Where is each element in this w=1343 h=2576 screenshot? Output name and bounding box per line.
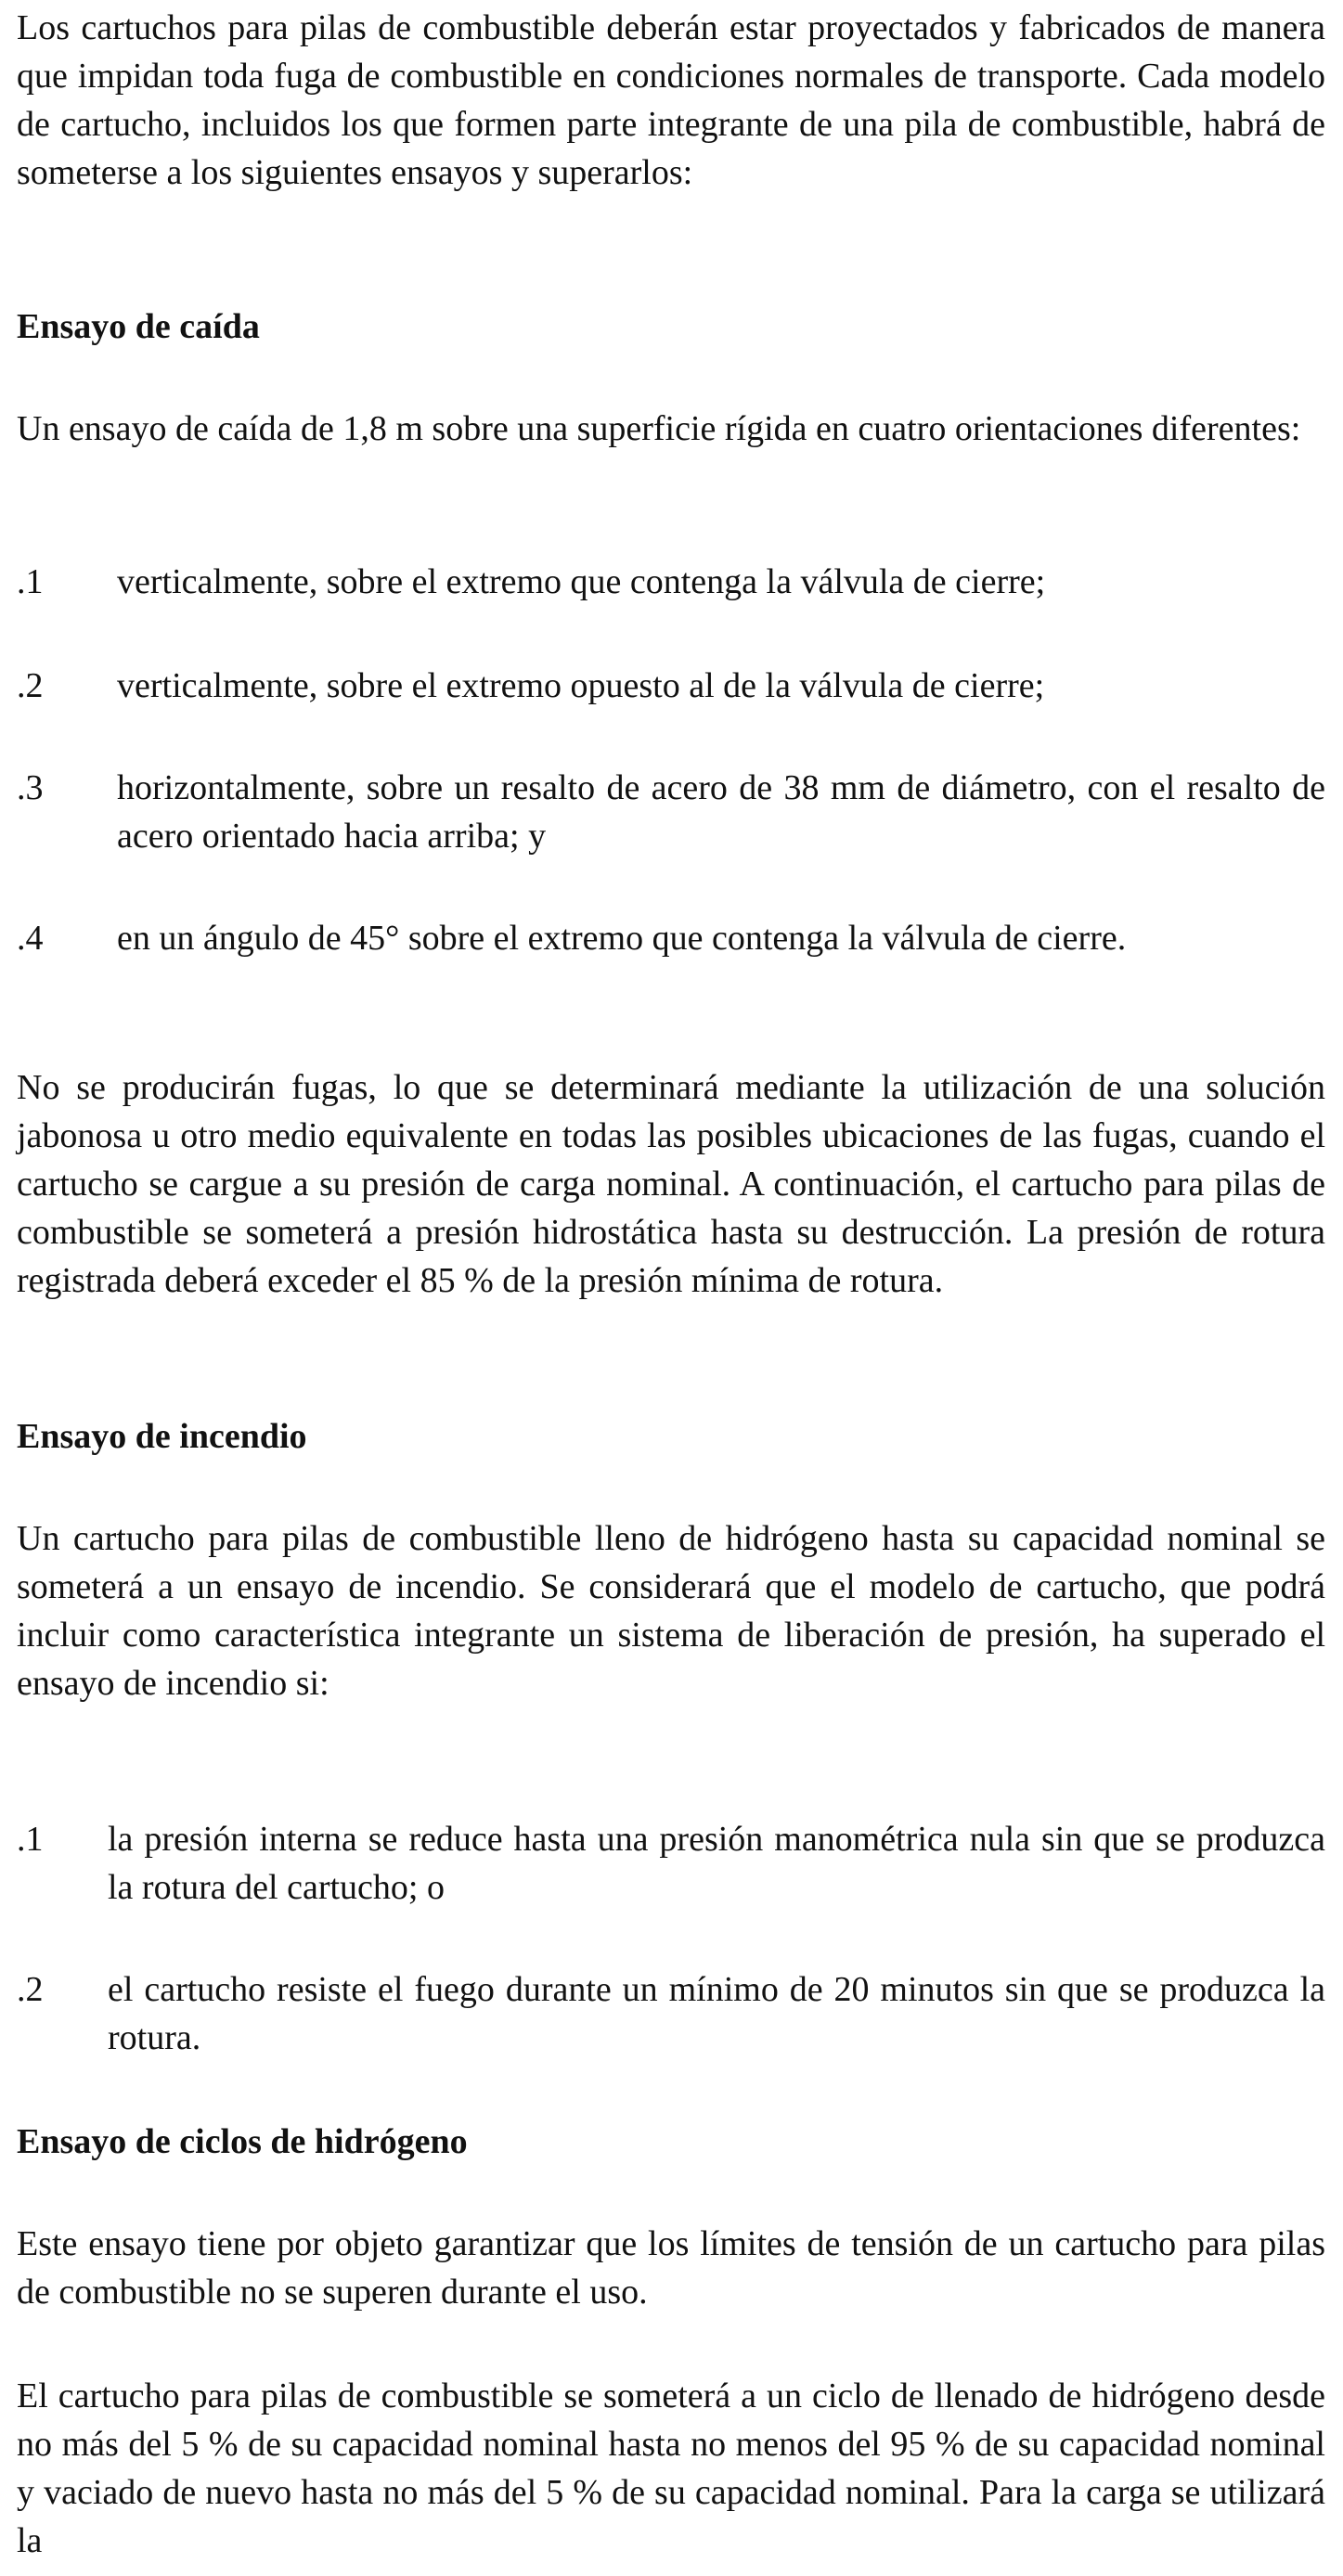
fire-test-item-1: [17, 1815, 1325, 1912]
drop-test-intro-block: [17, 405, 1325, 453]
item-number: .2: [17, 666, 44, 705]
item-number: .1: [17, 1820, 44, 1859]
hydrogen-cycle-para2-block: [17, 2372, 1325, 2565]
item-number: .1: [17, 562, 44, 601]
drop-test-item-2: [17, 662, 1325, 710]
item-number: .4: [17, 919, 44, 958]
hydrogen-cycle-para1-block: [17, 2220, 1325, 2316]
drop-test-conclusion: No se producirán fugas, lo que se determinará mediante la utilización de una solución jabonosa u otro medio equivalente en todas las posibles ubicaciones de las fugas, cuando el cartucho se cargue a su presión de carga nominal. A continuación, el cartucho para pilas de combustible se someterá a presión hidrostática hasta su destrucción. La presión de rotura registrada deberá exceder el 85 % de la presión mínima de rotura.: [17, 1068, 1325, 1300]
fire-test-heading: Ensayo de incendio: [17, 1417, 307, 1456]
drop-test-item-3: [17, 764, 1325, 860]
drop-test-conclusion-block: [17, 1063, 1325, 1305]
item-number: .3: [17, 768, 44, 807]
hydrogen-cycle-para2: El cartucho para pilas de combustible se someterá a un ciclo de llenado de hidrógeno desde no más del 5 % de su capacidad nominal hasta no menos del 95 % de su capacidad nominal y vaciado de nuevo hasta no más del 5 % de su capacidad nominal. Para la carga se utilizará la: [17, 2376, 1325, 2560]
item-text: en un ángulo de 45° sobre el extremo que contenga la válvula de cierre.: [117, 919, 1127, 958]
drop-test-item-1: [17, 558, 1325, 606]
item-text: la presión interna se reduce hasta una presión manométrica nula sin que se produzca la rotura del cartucho; o: [108, 1820, 1325, 1907]
item-text: verticalmente, sobre el extremo que contenga la válvula de cierre;: [117, 562, 1046, 601]
drop-test-item-4: [17, 914, 1325, 962]
hydrogen-cycle-para1: Este ensayo tiene por objeto garantizar que los límites de tensión de un cartucho para pilas de combustible no se superen durante el uso.: [17, 2224, 1325, 2312]
item-text: horizontalmente, sobre un resalto de acero de 38 mm de diámetro, con el resalto de acero orientado hacia arriba; y: [117, 768, 1325, 856]
intro-text: Los cartuchos para pilas de combustible deberán estar proyectados y fabricados de manera que impidan toda fuga de combustible en condiciones normales de transporte. Cada modelo de cartucho, incluidos los que formen parte integrante de una pila de combustible, habrá de someterse a los siguientes ensayos y superarlos:: [17, 8, 1325, 192]
drop-test-heading-block: [17, 303, 1325, 351]
fire-test-heading-block: [17, 1412, 1325, 1461]
item-text: el cartucho resiste el fuego durante un mínimo de 20 minutos sin que se produzca la rotura.: [108, 1970, 1325, 2057]
fire-test-intro: Un cartucho para pilas de combustible lleno de hidrógeno hasta su capacidad nominal se someterá a un ensayo de incendio. Se considerará que el modelo de cartucho, que podrá incluir como característica integrante un sistema de liberación de presión, ha superado el ensayo de incendio si:: [17, 1519, 1325, 1703]
drop-test-heading: Ensayo de caída: [17, 307, 260, 346]
hydrogen-cycle-heading: Ensayo de ciclos de hidrógeno: [17, 2122, 468, 2161]
fire-test-intro-block: [17, 1514, 1325, 1707]
item-text: verticalmente, sobre el extremo opuesto al de la válvula de cierre;: [117, 666, 1045, 705]
hydrogen-cycle-heading-block: [17, 2118, 1325, 2166]
intro-paragraph: [17, 4, 1325, 197]
fire-test-item-2: [17, 1965, 1325, 2062]
item-number: .2: [17, 1970, 44, 2009]
drop-test-intro: Un ensayo de caída de 1,8 m sobre una superficie rígida en cuatro orientaciones diferentes:: [17, 409, 1301, 448]
